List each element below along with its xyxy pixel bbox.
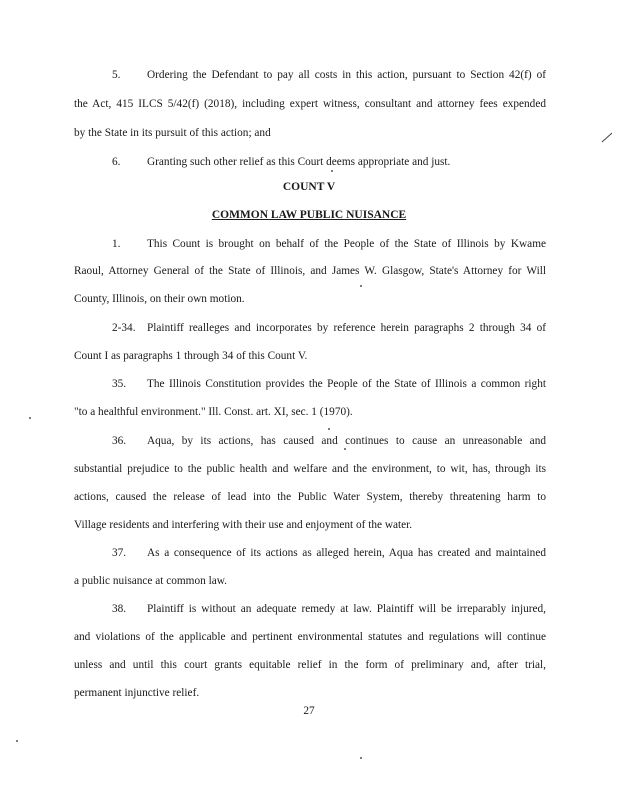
para-2-34-line-2: Count I as paragraphs 1 through 34 of this Count V. xyxy=(74,350,308,362)
page-number: 27 xyxy=(303,705,315,717)
scan-speck xyxy=(360,285,362,287)
para-5-line-2: the Act, 415 ILCS 5/42(f) (2018), including expert witness, consultant and attorney fees expended xyxy=(74,98,546,110)
para-1-line-3: County, Illinois, on their own motion. xyxy=(74,293,245,305)
para-5-line-1: Ordering the Defendant to pay all costs in this action, pursuant to Section 42(f) of xyxy=(147,69,546,81)
para-5-line-3: by the State in its pursuit of this action; and xyxy=(74,127,271,139)
para-36-line-1: Aqua, by its actions, has caused and continues to cause an unreasonable and xyxy=(147,435,546,447)
para-2-34-number: 2-34. xyxy=(112,322,136,334)
para-37-line-1: As a consequence of its actions as alleged herein, Aqua has created and maintained xyxy=(147,547,546,559)
count-subheading xyxy=(0,208,618,222)
para-36-line-2: substantial prejudice to the public health and welfare and the environment, to wit, has, through its xyxy=(74,463,546,475)
para-1-line-1: This Count is brought on behalf of the People of the State of Illinois by Kwame xyxy=(147,238,546,250)
para-35-line-1: The Illinois Constitution provides the People of the State of Illinois a common right xyxy=(147,378,546,390)
para-37-line-2: a public nuisance at common law. xyxy=(74,575,227,587)
scan-speck xyxy=(29,417,31,419)
para-37-number: 37. xyxy=(112,547,127,559)
para-38-line-1: Plaintiff is without an adequate remedy at law. Plaintiff will be irreparably injured, xyxy=(147,603,546,615)
scan-speck xyxy=(344,448,346,450)
para-36-number: 36. xyxy=(112,435,127,447)
para-6-number: 6. xyxy=(112,156,121,168)
para-36-line-4: Village residents and interfering with their use and enjoyment of the water. xyxy=(74,519,413,531)
para-35-number: 35. xyxy=(112,378,127,390)
para-2-34-line-1: Plaintiff realleges and incorporates by reference herein paragraphs 2 through 34 of xyxy=(147,322,546,334)
para-5-number: 5. xyxy=(112,69,121,81)
para-6-line-1: Granting such other relief as this Court deems appropriate and just. xyxy=(147,156,451,168)
count-subheading-text: COMMON LAW PUBLIC NUISANCE xyxy=(211,209,407,221)
para-1-number: 1. xyxy=(112,238,121,250)
para-36-line-3: actions, caused the release of lead into the Public Water System, thereby threatening harm to xyxy=(74,491,546,503)
scan-speck xyxy=(331,170,333,172)
para-35-line-2: "to a healthful environment." Ill. Const. art. XI, sec. 1 (1970). xyxy=(74,406,353,418)
scan-speck xyxy=(16,740,18,742)
scan-speck xyxy=(328,428,330,430)
para-38-line-3: unless and until this court grants equitable relief in the form of preliminary and, after trial, xyxy=(74,659,546,671)
count-heading: COUNT V xyxy=(282,181,336,193)
para-38-line-4: permanent injunctive relief. xyxy=(74,687,200,699)
margin-pen-mark xyxy=(600,130,614,144)
para-38-line-2: and violations of the applicable and pertinent environmental statutes and regulations will continue xyxy=(74,631,546,643)
para-38-number: 38. xyxy=(112,603,127,615)
para-1-line-2: Raoul, Attorney General of the State of Illinois, and James W. Glasgow, State's Attorney for Will xyxy=(74,265,546,277)
scan-speck xyxy=(360,757,362,759)
